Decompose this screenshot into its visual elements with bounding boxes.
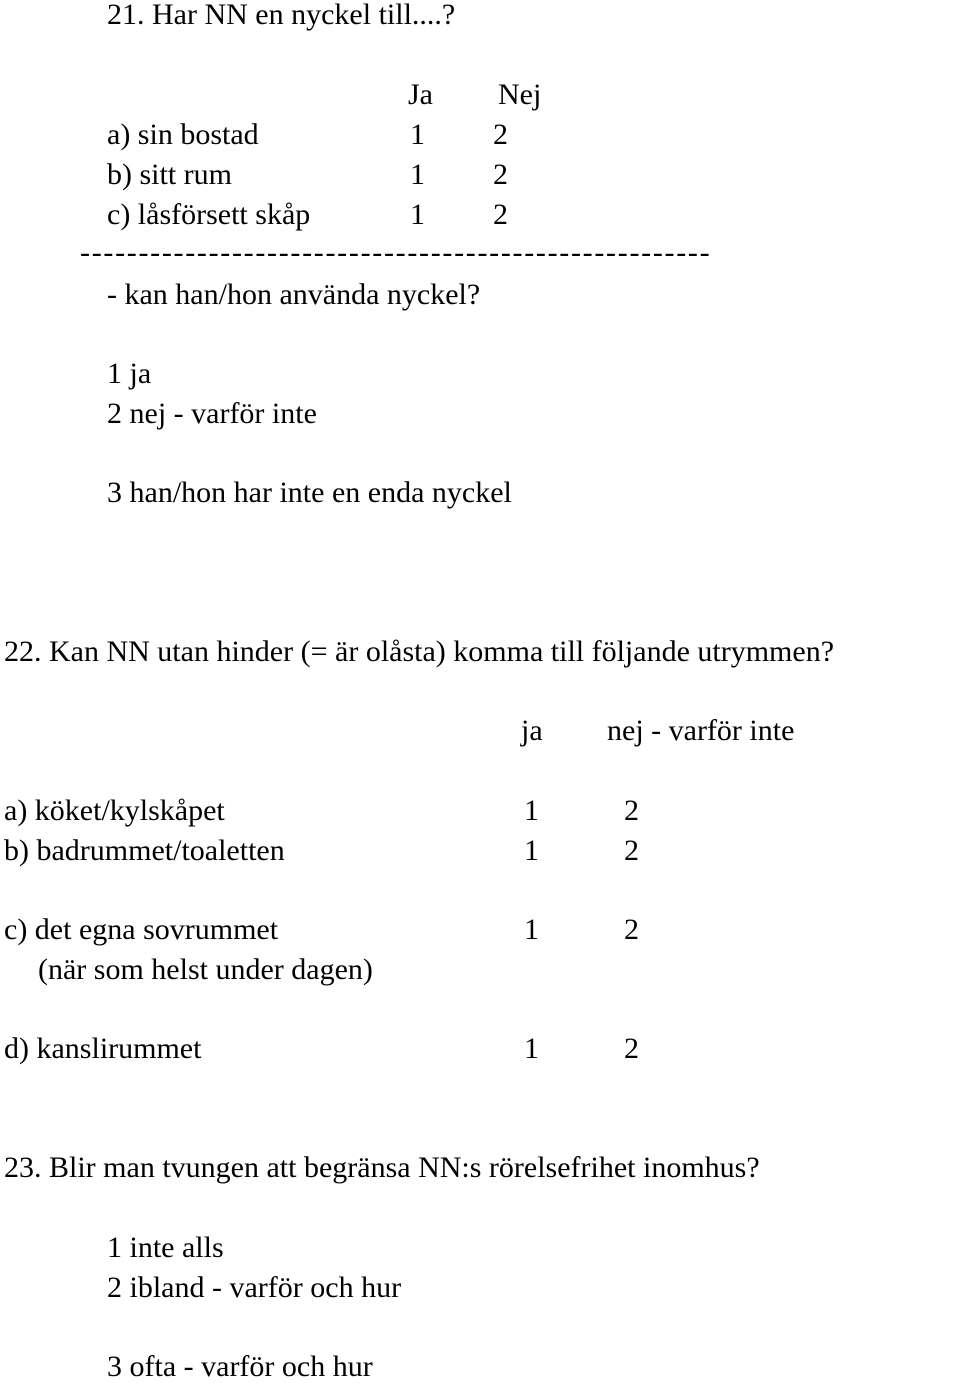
q23-option-1[interactable]: 1 inte alls (107, 1231, 224, 1264)
question-22-title: 22. Kan NN utan hinder (= är olåsta) komma till följande utrymmen? (4, 635, 835, 668)
q22-row-d-nej-option[interactable]: 2 (624, 1032, 639, 1065)
q22-row-c-ja-option[interactable]: 1 (524, 913, 539, 946)
q22-col-nej-header: nej - varför inte (607, 714, 795, 747)
q22-col-ja-header: ja (521, 714, 543, 747)
q22-row-b-nej-option[interactable]: 2 (624, 834, 639, 867)
q23-option-2[interactable]: 2 ibland - varför och hur (107, 1271, 402, 1304)
q21-row-c-label: c) låsförsett skåp (107, 198, 311, 231)
q22-row-d-label: d) kanslirummet (4, 1032, 202, 1065)
q22-row-a-ja-option[interactable]: 1 (524, 794, 539, 827)
q22-row-a-nej-option[interactable]: 2 (624, 794, 639, 827)
question-21-title: 21. Har NN en nyckel till....? (107, 0, 456, 31)
q21-row-a-ja-option[interactable]: 1 (410, 118, 425, 151)
q21-option-3[interactable]: 3 han/hon har inte en enda nyckel (107, 476, 512, 509)
q21-col-ja-header: Ja (408, 78, 433, 111)
q21-row-a-label: a) sin bostad (107, 118, 259, 151)
q22-row-c-nej-option[interactable]: 2 (624, 913, 639, 946)
q22-row-b-label: b) badrummet/toaletten (4, 834, 285, 867)
q21-row-c-nej-option[interactable]: 2 (493, 198, 508, 231)
question-23-title: 23. Blir man tvungen att begränsa NN:s rörelsefrihet inomhus? (4, 1151, 760, 1184)
q21-option-1[interactable]: 1 ja (107, 357, 152, 390)
q21-row-a-nej-option[interactable]: 2 (493, 118, 508, 151)
q22-row-c-note: (när som helst under dagen) (38, 953, 373, 986)
q21-row-b-nej-option[interactable]: 2 (493, 158, 508, 191)
q21-row-c-ja-option[interactable]: 1 (410, 198, 425, 231)
q22-row-c-label: c) det egna sovrummet (4, 913, 279, 946)
q21-col-nej-header: Nej (498, 78, 542, 111)
q22-row-d-ja-option[interactable]: 1 (524, 1032, 539, 1065)
q21-option-2[interactable]: 2 nej - varför inte (107, 397, 317, 430)
q21-row-b-ja-option[interactable]: 1 (410, 158, 425, 191)
q21-sub-question: - kan han/hon använda nyckel? (107, 278, 481, 311)
q23-option-3[interactable]: 3 ofta - varför och hur (107, 1350, 373, 1383)
q22-row-b-ja-option[interactable]: 1 (524, 834, 539, 867)
dashed-divider: ------------------------------------------------------ (80, 236, 712, 269)
q21-row-b-label: b) sitt rum (107, 158, 232, 191)
q22-row-a-label: a) köket/kylskåpet (4, 794, 225, 827)
